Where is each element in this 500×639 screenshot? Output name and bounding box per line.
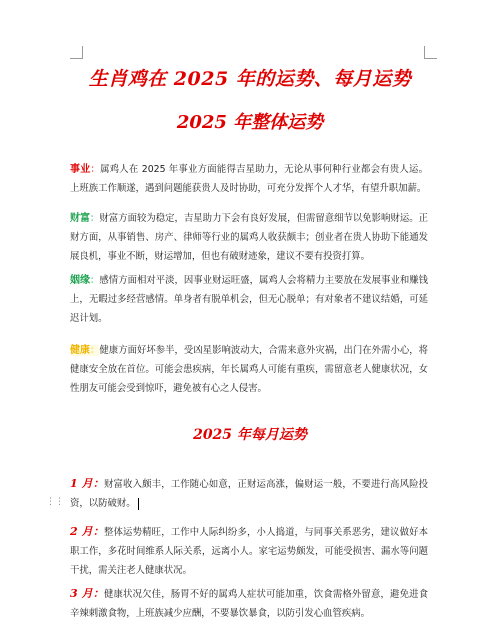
paragraph-month-3[interactable]: 3 月：健康状况欠佳，肠胃不好的属鸡人症状可能加重，饮食需格外留意，避免进食辛辣刺激食物，上班族减少应酬，不要暴饮暴食，以防引发心血管疾病。 <box>70 587 429 619</box>
label-career: 事业 <box>70 164 91 175</box>
paragraph-month-1[interactable]: 1 月：财富收入颇丰，工作随心如意，正财运高涨，偏财运一般，不要进行高风险投资，以防破财。 <box>70 477 429 509</box>
paragraph-health[interactable]: 健康：健康方面好坏参半，受凶星影响波动大，合需来意外灾祸，出门在外需小心，将健康安全放在首位。可能会患疾病，年长属鸡人可能有重疾，需留意老人健康状况，女性朋友可能会受到惊吓，避免被有心之人侵害。 <box>70 345 428 394</box>
paragraph-wealth[interactable]: 财富：财富方面较为稳定，吉星助力下会有良好发展，但需留意细节以免影响财运。正财方面，从事销售、房产、律师等行业的属鸡人收获颇丰；创业者在贵人协助下能通发展良机，事业不断，财运增加，但也有破财迹象，建议不要有投资打算。 <box>70 213 428 262</box>
paragraph-month-2[interactable]: 2 月：整体运势精旺，工作中人际纠纷多，小人捣道，与同事关系恶劣，建议做好本职工作，多花时间维系人际关系，远离小人。家宅运势颇发，可能受损害、漏水等问题干扰，需关注老人健康状况。 <box>70 525 429 576</box>
paragraph-love[interactable]: 姻缘：感情方面相对平淡，因事业财运旺盛，属鸡人会将精力主要放在发展事业和赚钱上，无暇过多经营感情。单身者有脱单机会，但无心脱单；有对象者不建议结婚，可延迟计划。 <box>70 275 428 324</box>
heading-monthly: 2025 年每月运势 <box>193 427 307 443</box>
label-love: 姻缘 <box>70 275 91 286</box>
text-career: 属鸡人在 2025 年事业方面能得吉星助力，无论从事何种行业都会有贵人运。上班族工作顺遂，遇到问题能获贵人及时协助，可充分发挥个人才华，有望升职加薪。 <box>70 164 428 194</box>
label-month-3: 3 月 <box>70 587 93 600</box>
text-cursor <box>138 498 139 510</box>
label-wealth: 财富 <box>70 213 91 224</box>
paragraph-career[interactable]: 事业：属鸡人在 2025 年事业方面能得吉星助力，无论从事何种行业都会有贵人运。上班族工作顺遂，遇到问题能获贵人及时协助，可充分发挥个人才华，有望升职加薪。 <box>70 164 428 194</box>
text-month-3: 健康状况欠佳，肠胃不好的属鸡人症状可能加重，饮食需格外留意，避免进食辛辣刺激食物，上班族减少应酬，不要暴饮暴食，以防引发心血管疾病。 <box>70 589 429 619</box>
text-love: 感情方面相对平淡，因事业财运旺盛，属鸡人会将精力主要放在发展事业和赚钱上，无暇过多经营感情。单身者有脱单机会，但无心脱单；有对象者不建议结婚，可延迟计划。 <box>70 275 428 324</box>
text-wealth: 财富方面较为稳定，吉星助力下会有良好发展，但需留意细节以免影响财运。正财方面，从事销售、房产、律师等行业的属鸡人收获颇丰；创业者在贵人协助下能通发展良机，事业不断，财运增加，但也有破财迹象，建议不要有投资打算。 <box>70 213 428 262</box>
margin-mark-top-left <box>70 46 83 59</box>
drag-handle-icon[interactable]: ⋮⋮ <box>46 497 64 507</box>
text-month-2: 整体运势精旺，工作中人际纠纷多，小人捣道，与同事关系恶劣，建议做好本职工作，多花时间维系人际关系，远离小人。家宅运势颇发，可能受损害、漏水等问题干扰，需关注老人健康状况。 <box>70 527 429 576</box>
text-health: 健康方面好坏参半，受凶星影响波动大，合需来意外灾祸，出门在外需小心，将健康安全放在首位。可能会患疾病，年长属鸡人可能有重疾，需留意老人健康状况，女性朋友可能会受到惊吓，避免被有心之人侵害。 <box>70 345 428 394</box>
label-health: 健康 <box>70 345 91 356</box>
margin-mark-top-right <box>424 46 437 59</box>
document-title: 生肖鸡在 2025 年的运势、每月运势 <box>88 68 412 90</box>
label-month-1: 1 月 <box>70 477 93 490</box>
label-month-2: 2 月 <box>70 525 93 538</box>
heading-overall: 2025 年整体运势 <box>176 112 324 133</box>
text-month-1: 财富收入颇丰，工作随心如意，正财运高涨，偏财运一般，不要进行高风险投资，以防破财。 <box>70 479 429 509</box>
